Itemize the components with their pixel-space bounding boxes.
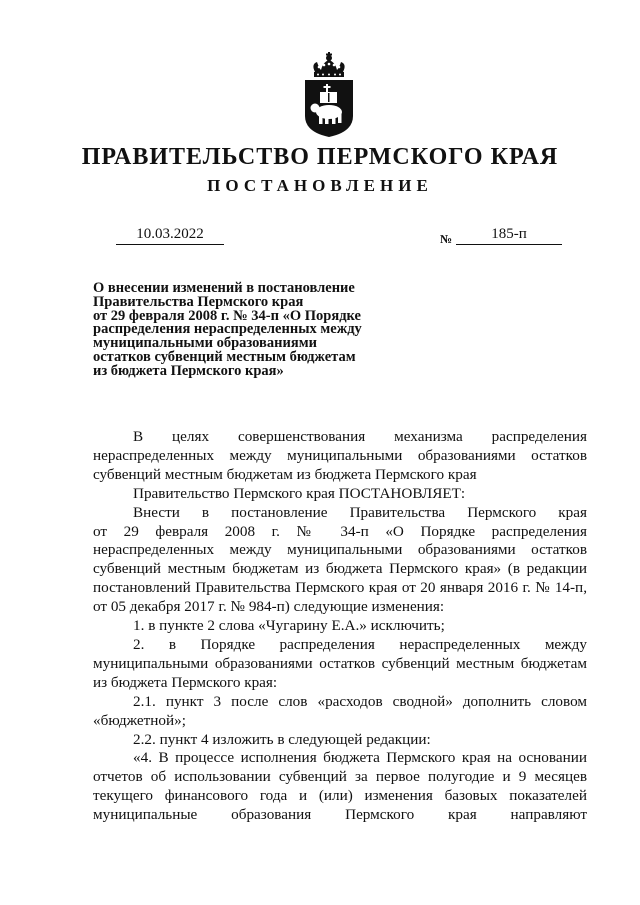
body-line: 2.1. пункт 3 после слов «расходов сводной» дополнить словом [133,692,587,710]
body-line: постановлений Правительства Пермского края от 20 января 2016 г. № 14-п, [93,579,587,597]
body-line: отчетов об использовании субвенций за первое полугодие и 9 месяцев [93,768,587,786]
body-line: нераспределенных между муниципальными образованиями остатков [93,446,587,464]
document-subject [93,282,393,379]
number-label: № [440,232,453,246]
body-line: субвенций местным бюджетам из бюджета Пермского края [93,465,477,483]
body-line: 2.2. пункт 4 изложить в следующей редакции: [133,730,431,748]
coat-of-arms-emblem [301,52,357,138]
body-line: 1. в пункте 2 слова «Чугарину Е.А.» исключить; [133,617,445,635]
subject-line: остатков субвенций местным бюджетам [93,348,356,365]
body-line: 2. в Порядке распределения нераспределенных между [133,635,587,653]
body-line: от 05 декабря 2017 г. № 984-п) следующие изменения: [93,598,445,616]
body-line: В целях совершенствования механизма распределения [133,428,587,445]
body-line: Правительство Пермского края ПОСТАНОВЛЯЕТ: [133,484,466,502]
government-title: ПРАВИТЕЛЬСТВО ПЕРМСКОГО КРАЯ [81,144,559,170]
body-line: «4. В процессе исполнения бюджета Пермского края на основании [133,749,587,767]
body-line: «бюджетной»; [93,711,186,729]
subject-line: из бюджета Пермского края» [93,362,284,379]
document-type-heading: ПОСТАНОВЛЕНИЕ [207,176,433,195]
body-line: муниципальными образованиями остатков субвенций местным бюджетам [93,654,587,672]
body-line: муниципальные образования Пермского края направляют [93,806,587,824]
document-body [93,428,587,825]
document-date: 10.03.2022 [116,226,224,245]
document-number: 185-п [456,226,562,245]
body-line: из бюджета Пермского края: [93,673,278,691]
body-line: нераспределенных между муниципальными образованиями остатков [93,541,587,559]
body-line: Внести в постановление Правительства Пермского края [133,503,587,521]
body-line: текущего финансового года и (или) изменения базовых показателей [93,787,587,805]
subject-line: муниципальными образованиями [93,335,317,352]
subject-line: О внесении изменений в постановление [93,280,355,296]
subject-line: распределения нераспределенных между [93,321,362,338]
body-line: от 29 февраля 2008 г. № 34-п «О Порядке распределения [93,522,587,540]
body-line: субвенций местным бюджетам из бюджета Пермского края» (в редакции [93,560,587,578]
subject-line: от 29 февраля 2008 г. № 34-п «О Порядке [93,307,361,324]
subject-line: Правительства Пермского края [93,293,304,310]
